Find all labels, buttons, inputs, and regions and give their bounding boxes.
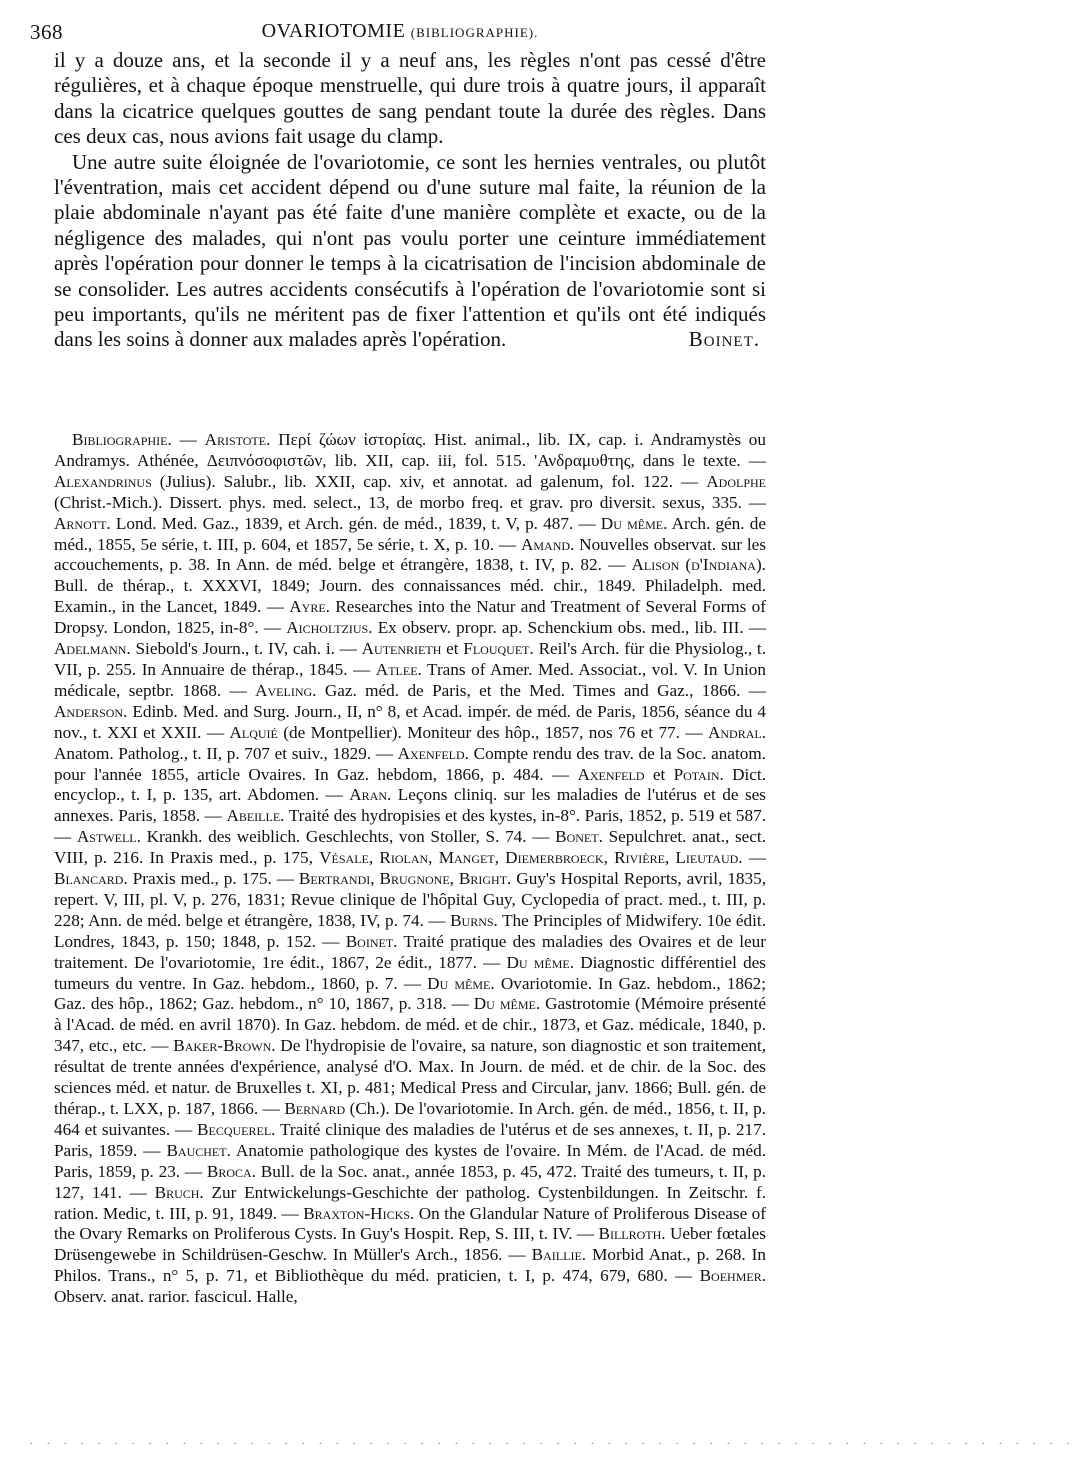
bib-author: Adolphe (706, 471, 766, 491)
bib-text: Dict. encyclop., t. I, p. 135, art. Abdomen. — (54, 764, 767, 805)
bib-text: Gastrotomie (Mémoire présenté à l'Acad. de méd. en avril 1870). In Gaz. hebdom. de méd. et de chir., 1873, et Gaz. médicale, 1840, p. 347, etc., etc. — (54, 994, 766, 1056)
bib-text: Bull. de thérap., t. XXXVI, 1849; Journ. des connaissances méd. chir., 1849. Philadelph. med. Examin., in the Lancet, 1849. — (54, 576, 766, 617)
bib-author: Aran. (349, 785, 392, 805)
bib-author: Blancard. (54, 869, 128, 889)
bib-text: Bull. de la Soc. anat., année 1853, p. 45, 472. Traité des tumeurs, t. II, p. 127, 141. — (54, 1161, 767, 1202)
bib-text: Arch. gén. de méd., 1855, 5e série, t. III, p. 604, et 1857, 5e série, t. X, p. 10. — (54, 513, 766, 554)
bib-author: Alexandrinus (54, 471, 152, 491)
main-text (54, 48, 766, 353)
bib-text: Traité clinique des maladies de l'utérus et de ses annexes, t. II, p. 217. Paris, 1859. — (54, 1119, 766, 1160)
running-head-title: OVARIOTOMIE (261, 20, 406, 42)
bib-text: (Christ.-Mich.). Dissert. phys. med. select., 13, de morbo freq. et grav. pro diversit. sexus, 335. — (54, 492, 766, 512)
paragraph-2 (54, 150, 766, 353)
bib-author: Billroth. (598, 1224, 666, 1244)
bib-author: Baillie. (531, 1245, 587, 1265)
bib-text: De l'hydropisie de l'ovaire, sa nature, son diagnostic et son traitement, résultat de trente années d'expérience, analysé d'O. Max. In Journ. de méd. et de chir. de la Soc. des sciences méd. et natur. de Bruxelles t. XI, p. 481; Medical Press and Circular, janv. 1866; Bull. gén. de thérap., t. LXX, p. 187, 1866. — (54, 1036, 766, 1118)
bib-text: et (441, 639, 464, 659)
bib-text: Reil's Arch. für die Physiolog., t. VII, p. 255. In Annuaire de thérap., 1845. — (54, 639, 767, 679)
bib-author: Du même. (427, 973, 495, 993)
bib-author: Du même. (473, 994, 541, 1014)
bib-text: Praxis med., p. 175. — (127, 869, 299, 889)
bib-author: Broca. (206, 1161, 256, 1181)
bib-author: Becquerel. (197, 1119, 276, 1139)
footer-marks: . . . . . . . . . . . . . . . . . . . . . . . . . . . . . . . . . . . . . . . . . . . . . . . . . . . . . . . . . . . . . . (30, 1436, 1076, 1447)
bib-text: Περί ζώων ἱστορίας. Hist. animal., lib. IX, cap. i. Andramystès ou Andramys. Athénée, Δειπνόσοφιστῶν, lib. XII, cap. iii, fol. 515. 'Ανδραμυθτης, dans le texte. — (54, 430, 766, 470)
bib-text: — (171, 430, 205, 449)
page-number: 368 (30, 20, 63, 44)
bib-author: Aveling. (255, 680, 317, 700)
bib-author: Du même. (506, 952, 575, 972)
bib-author: Boehmer. (699, 1266, 766, 1286)
bib-text: Ueber fœtales Drüsengewebe in Schildrüsen-Geschw. In Müller's Arch., 1856. — (54, 1224, 766, 1265)
bib-author: Flouquet. (463, 639, 534, 659)
bib-text: Nouvelles observat. sur les accouchements, p. 38. In Ann. de méd. belge et étrangère, 1838, t. IV, p. 82. — (54, 534, 767, 575)
bib-author: Burns. (450, 910, 498, 930)
bibliography-heading: Bibliographie. (72, 430, 172, 449)
bib-text: Ex observ. propr. ap. Schenckium obs. med., lib. III. — (372, 618, 766, 638)
bib-text: Edinb. Med. and Surg. Journ., II, n° 8, et Acad. impér. de méd. de Paris, 1856, séance du 4 nov., t. XXI et XXII. — (54, 701, 766, 742)
running-head-subtitle: (BIBLIOGRAPHIE). (410, 25, 539, 40)
bib-text: Morbid Anat., p. 268. In Philos. Trans., n° 5, p. 71, et Bibliothèque du méd. praticien, t. I, p. 474, 679, 680. — (54, 1245, 766, 1286)
bib-text: et (644, 764, 674, 784)
bib-text: Leçons cliniq. sur les maladies de l'utérus et de ses annexes. Paris, 1858. — (54, 785, 766, 826)
bib-text: The Principles of Midwifery. 10e édit. Londres, 1843, p. 150; 1848, p. 152. — (54, 910, 766, 951)
bib-text: (Ch.). De l'ovariotomie. In Arch. gén. de méd., 1856, t. II, p. 464 et suivantes. — (54, 1099, 766, 1139)
bib-text: On the Glandular Nature of Proliferous Disease of the Ovary Remarks on Proliferous Cysts. In Guy's Hospit. Rep, S. III, t. IV. — (54, 1203, 766, 1244)
bib-author: Axenfeld. (397, 743, 469, 763)
bib-author: Baker-Brown. (173, 1036, 276, 1056)
bib-author: Bruch. (154, 1182, 204, 1202)
paragraph-2-text: Une autre suite éloignée de l'ovariotomie, ce sont les hernies ventrales, ou plutôt l'éventration, mais cet accident dépend ou d'une suture mal faite, la réunion de la plaie abdominale n'ayant pas été faite d'une manière complète et exacte, ou de la négligence des malades, qui n'ont pas voulu porter une ceinture immédiatement après l'opération pour donner le temps à la cicatrisation de l'incision abdominale de se consolider. Les autres accidents consécutifs à l'opération de l'ovariotomie sont si peu importants, qu'ils ne méritent pas de fixer l'attention et qu'ils ont été indiqués dans les soins à donner aux malades après l'opération. (54, 149, 766, 352)
bib-author: Bertrandi, Brugnone, Bright. (298, 869, 512, 889)
bib-author: Amand. (520, 534, 575, 554)
bib-text: (de Montpellier). Moniteur des hôp., 1857, nos 76 et 77. — (277, 722, 708, 742)
bib-author: Boinet. (345, 931, 398, 951)
bib-author: Atlee. (375, 659, 422, 679)
bib-author: Bernard (284, 1099, 346, 1118)
bib-author: Vésale, Riolan, Manget, Diemerbroeck, Rivière, Lieutaud. (319, 848, 743, 868)
bib-text: Diagnostic différentiel des tumeurs du ventre. In Gaz. hebdom., 1860, p. 7. — (54, 952, 766, 993)
bib-author: Arnott. (54, 513, 111, 533)
bib-author: Alison (d'Indiana). (631, 555, 766, 575)
bib-author: Adelmann. (54, 639, 131, 659)
bib-text: Sepulchret. anat., sect. VIII, p. 216. In Praxis med., p. 175, (54, 827, 767, 868)
bib-author: Andral. (707, 722, 766, 742)
bib-author: Astwell. (76, 827, 141, 847)
bib-text: Krankh. des weiblich. Geschlechts, von Stoller, S. 74. — (140, 827, 556, 847)
bib-text: Guy's Hospital Reports, avril, 1835, repert. V, III, pl. V, p. 276, 1831; Revue clinique de l'hôpital Guy, Cyclopedia of pract. med., t. III, p. 228; Ann. de méd. belge et étrangère, 1838, IV, p. 74. — (54, 869, 767, 930)
bib-author: Autenrieth (361, 639, 442, 659)
bib-author: Aristote. (204, 430, 271, 449)
bib-author: Aicholtzius. (286, 618, 373, 638)
bib-text: Ovariotomie. In Gaz. hebdom., 1862; Gaz. des hôp., 1862; Gaz. hebdom., n° 10, 1867, p. 318. — (54, 973, 766, 1014)
bib-author: Abeille. (226, 806, 285, 826)
bib-text: Gaz. méd. de Paris, et the Med. Times and Gaz., 1866. — (316, 680, 766, 700)
bib-text: (Julius). Salubr., lib. XXII, cap. xiv, et annotat. ad galenum, fol. 122. — (151, 471, 707, 491)
bib-author: Axenfeld (577, 764, 645, 784)
bib-author: Potain. (673, 764, 724, 784)
bib-author: Bauchet. (166, 1140, 231, 1160)
bibliography (54, 430, 766, 1308)
bib-text: Lond. Med. Gaz., 1839, et Arch. gén. de méd., 1839, t. V, p. 487. — (110, 513, 601, 533)
bib-author: Anderson. (54, 701, 128, 721)
bib-text: Zur Entwickelungs-Geschichte der patholog. Cystenbildungen. In Zeitschr. f. ration. Medic, t. III, p. 91, 1849. — (54, 1182, 767, 1223)
paragraph-1: il y a douze ans, et la seconde il y a neuf ans, les règles n'ont pas cessé d'être régulières, et à chaque époque menstruelle, qui dure trois à quatre jours, il apparaît dans la cicatrice quelques gouttes de sang pendant toute la durée des règles. Dans ces deux cas, nous avions fait usage du clamp. (54, 48, 766, 149)
bib-text: Observ. anat. rarior. fascicul. Halle, (54, 1287, 298, 1307)
bib-text: — (742, 848, 766, 868)
running-head (30, 20, 770, 43)
bib-author: Ayre. (289, 597, 330, 617)
bib-text: Traité pratique des maladies des Ovaires et de leur traitement. De l'ovariotomie, 1re édit., 1867, 2e édit., 1877. — (54, 931, 766, 972)
page-header (30, 8, 770, 48)
author-signature: Boinet. (688, 327, 760, 352)
bib-text: Researches into the Natur and Treatment of Several Forms of Dropsy. London, 1825, in-8°. — (54, 597, 766, 638)
bib-author: Braxton-Hicks. (303, 1203, 415, 1223)
bib-text: Traité des hydropisies et des kystes, in-8°. Paris, 1852, p. 519 et 587. — (54, 806, 766, 847)
bib-author: Bonet. (555, 827, 603, 847)
bib-author: Alquié (229, 722, 278, 742)
bib-text: Anatom. Patholog., t. II, p. 707 et suiv., 1829. — (54, 743, 398, 763)
bib-author: Du même. (600, 513, 668, 533)
bib-text: Compte rendu des trav. de la Soc. anatom. pour l'année 1855, article Ovaires. In Gaz. hebdom, 1866, p. 484. — (54, 743, 766, 784)
bib-text: Anatomie pathologique des kystes de l'ovaire. In Mém. de l'Acad. de méd. Paris, 1859, p. 23. — (54, 1140, 766, 1181)
bib-text: Trans of Amer. Med. Associat., vol. V. In Union médicale, septbr. 1868. — (54, 659, 766, 700)
bib-text: Siebold's Journ., t. IV, cah. i. — (130, 639, 362, 659)
